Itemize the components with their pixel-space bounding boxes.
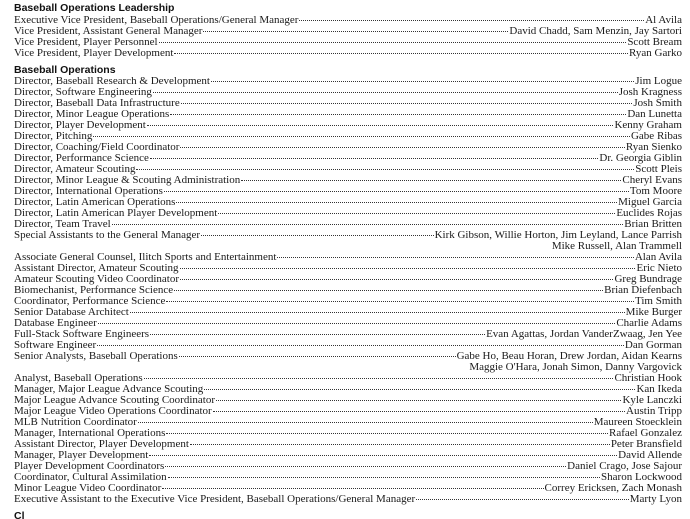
entry-title: Vice President, Player Personnel [14, 35, 158, 48]
dot-leader [147, 125, 614, 126]
dot-leader [180, 279, 613, 280]
dot-leader [159, 42, 627, 43]
entry-name: Marty Lyon [629, 493, 682, 505]
dot-leader [168, 477, 600, 478]
section-heading-partial: Cl [14, 511, 25, 519]
dot-leader [98, 323, 616, 324]
entry-name: Dan Gorman [624, 339, 682, 351]
entry-name: Gabe Ho, Beau Horan, Drew Jordan, Aidan Kearns [456, 350, 682, 362]
entry-title: Director, Team Travel [14, 218, 111, 230]
entry-title: Manager, Player Development [14, 449, 149, 461]
entry-title: Director, Baseball Data Infrastructure [14, 97, 180, 109]
entry-name: Rafael Gonzalez [609, 427, 682, 439]
entry-name: Kan Ikeda [636, 383, 682, 395]
entry-title: Director, Minor League & Scouting Administration [14, 174, 241, 186]
entry-title: Associate General Counsel, Ilitch Sports and Entertainment [14, 251, 277, 263]
dot-leader [416, 499, 629, 500]
entry-name: Scott Pleis [635, 163, 682, 175]
entry-name: Sharon Lockwood [601, 471, 682, 483]
entry-name: Peter Bransfield [610, 438, 682, 450]
dot-leader [144, 378, 614, 379]
dot-leader [97, 345, 624, 346]
directory-entry [14, 48, 682, 59]
entry-title: Director, Latin American Operations [14, 196, 176, 208]
entry-name: Eric Nieto [636, 262, 682, 274]
dot-leader [213, 411, 625, 412]
entry-name: Christian Hook [614, 372, 682, 384]
dot-leader [112, 224, 624, 225]
directory-entry [14, 329, 682, 340]
entry-title: Director, Software Engineering [14, 86, 152, 98]
entry-name: Miguel Garcia [618, 196, 682, 208]
entry-title: Coordinator, Cultural Assimilation [14, 471, 167, 483]
entry-title: Director, International Operations [14, 185, 163, 197]
dot-leader [138, 422, 593, 423]
dot-leader [204, 389, 635, 390]
entry-name: Evan Agattas, Jordan VanderZwaag, Jen Yee [486, 328, 682, 340]
dot-leader [136, 169, 634, 170]
entry-name: Cheryl Evans [622, 174, 682, 186]
entry-name: Ryan Sienko [625, 141, 682, 153]
entry-name: Kyle Lanczki [622, 394, 682, 406]
entry-name: Correy Ericksen, Zach Monash [544, 482, 682, 494]
dot-leader [150, 334, 485, 335]
entry-name: Gabe Ribas [630, 130, 682, 142]
entry-name: Brian Diefenbach [604, 284, 682, 296]
entry-title: Manager, International Operations [14, 427, 166, 439]
section-heading: Baseball Operations Leadership [14, 2, 175, 14]
entry-name: Al Avila [645, 13, 682, 26]
entry-title: Full-Stack Software Engineers [14, 328, 150, 340]
dot-leader [166, 301, 634, 302]
entry-title: Vice President, Assistant General Manager [14, 24, 203, 37]
entry-title: Executive Vice President, Baseball Operations/General Manager [14, 13, 299, 26]
entry-name: David Allende [618, 449, 682, 461]
dot-leader [93, 136, 630, 137]
dot-leader [164, 191, 629, 192]
entry-title: Director, Amateur Scouting [14, 163, 136, 175]
entry-name: Daniel Crago, Jose Sajour [567, 460, 682, 472]
dot-leader [174, 53, 628, 54]
dot-leader [176, 202, 617, 203]
entry-name: Scott Bream [627, 35, 682, 48]
entry-title: Software Engineer [14, 339, 97, 351]
entry-name-continued: Maggie O'Hara, Jonah Simon, Danny Vargovick [469, 361, 682, 373]
directory-entry [14, 15, 682, 26]
dot-leader [216, 400, 621, 401]
dot-leader [130, 312, 625, 313]
directory-entry [14, 307, 682, 318]
entry-name: Josh Kragness [618, 86, 682, 98]
entry-title: Executive Assistant to the Executive Vice President, Baseball Operations/General Manager [14, 493, 416, 505]
entry-title: Biomechanist, Performance Science [14, 284, 174, 296]
entry-name-continued: Mike Russell, Alan Trammell [551, 240, 682, 252]
entry-name: Brian Britten [624, 218, 682, 230]
dot-leader [299, 20, 644, 21]
entry-name: Kenny Graham [614, 119, 682, 131]
entry-name: Dan Lunetta [627, 108, 682, 120]
directory-entry [14, 208, 682, 219]
entry-name: Tim Smith [635, 295, 682, 307]
dot-leader [241, 180, 621, 181]
entry-title: Assistant Director, Amateur Scouting [14, 262, 179, 274]
section-heading: Baseball Operations [14, 63, 116, 76]
dot-leader [170, 114, 626, 115]
entry-title: Special Assistants to the General Manager [14, 229, 201, 241]
dot-leader [153, 92, 618, 93]
entry-title: Player Development Coordinators [14, 460, 165, 472]
entry-name: Maureen Stoecklein [593, 416, 682, 428]
dot-leader [203, 31, 508, 32]
entry-title: Database Engineer [14, 317, 97, 329]
dot-leader [174, 290, 603, 291]
entry-title: Director, Latin American Player Development [14, 207, 218, 219]
staff-directory [14, 3, 682, 519]
entry-name: Kirk Gibson, Willie Horton, Jim Leyland, Lance Parrish [434, 229, 682, 241]
dot-leader [277, 257, 633, 258]
entry-title: Senior Analysts, Baseball Operations [14, 350, 178, 362]
entry-title: Minor League Video Coordinator [14, 482, 162, 494]
dot-leader [201, 235, 434, 236]
dot-leader [179, 356, 456, 357]
entry-title: Amateur Scouting Video Coordinator [14, 273, 180, 285]
entry-title: Director, Baseball Research & Development [14, 75, 210, 87]
entry-name: Euclides Rojas [616, 207, 682, 219]
directory-entry [14, 26, 682, 37]
directory-entry [14, 494, 682, 505]
entry-title: Director, Player Development [14, 119, 146, 131]
entry-name: Austin Tripp [626, 405, 682, 417]
entry-name: Josh Smith [633, 97, 682, 109]
entry-title: Senior Database Architect [14, 306, 129, 318]
directory-entry [14, 120, 682, 131]
entry-name: Greg Bundrage [614, 273, 682, 285]
dot-leader [162, 488, 543, 489]
dot-leader [150, 158, 599, 159]
entry-title: Director, Performance Science [14, 152, 149, 164]
entry-title: Major League Video Operations Coordinator [14, 405, 212, 417]
entry-title: Director, Coaching/Field Coordinator [14, 141, 180, 153]
entry-title: Director, Minor League Operations [14, 108, 170, 120]
entry-title: Director, Pitching [14, 130, 93, 142]
dot-leader [180, 147, 624, 148]
entry-title: Coordinator, Performance Science [14, 295, 166, 307]
dot-leader [190, 444, 610, 445]
entry-title: Assistant Director, Player Development [14, 438, 189, 450]
entry-name: David Chadd, Sam Menzin, Jay Sartori [509, 24, 682, 37]
entry-title: Vice President, Player Development [14, 46, 174, 59]
entry-name: Tom Moore [629, 185, 682, 197]
entry-title: Major League Advance Scouting Coordinator [14, 394, 216, 406]
dot-leader [165, 466, 566, 467]
entry-name: Alan Avila [634, 251, 682, 263]
entry-name: Charlie Adams [616, 317, 682, 329]
entry-name: Jim Logue [635, 75, 682, 87]
dot-leader [211, 81, 634, 82]
entry-name: Ryan Garko [628, 46, 682, 59]
dot-leader [181, 103, 633, 104]
dot-leader [166, 433, 608, 434]
dot-leader [149, 455, 617, 456]
directory-entry [14, 37, 682, 48]
entry-title: MLB Nutrition Coordinator [14, 416, 137, 428]
dot-leader [180, 268, 636, 269]
entry-title: Analyst, Baseball Operations [14, 372, 143, 384]
entry-name: Mike Burger [625, 306, 682, 318]
entry-name: Dr. Georgia Giblin [599, 152, 682, 164]
dot-leader [218, 213, 615, 214]
entry-title: Manager, Major League Advance Scouting [14, 383, 204, 395]
